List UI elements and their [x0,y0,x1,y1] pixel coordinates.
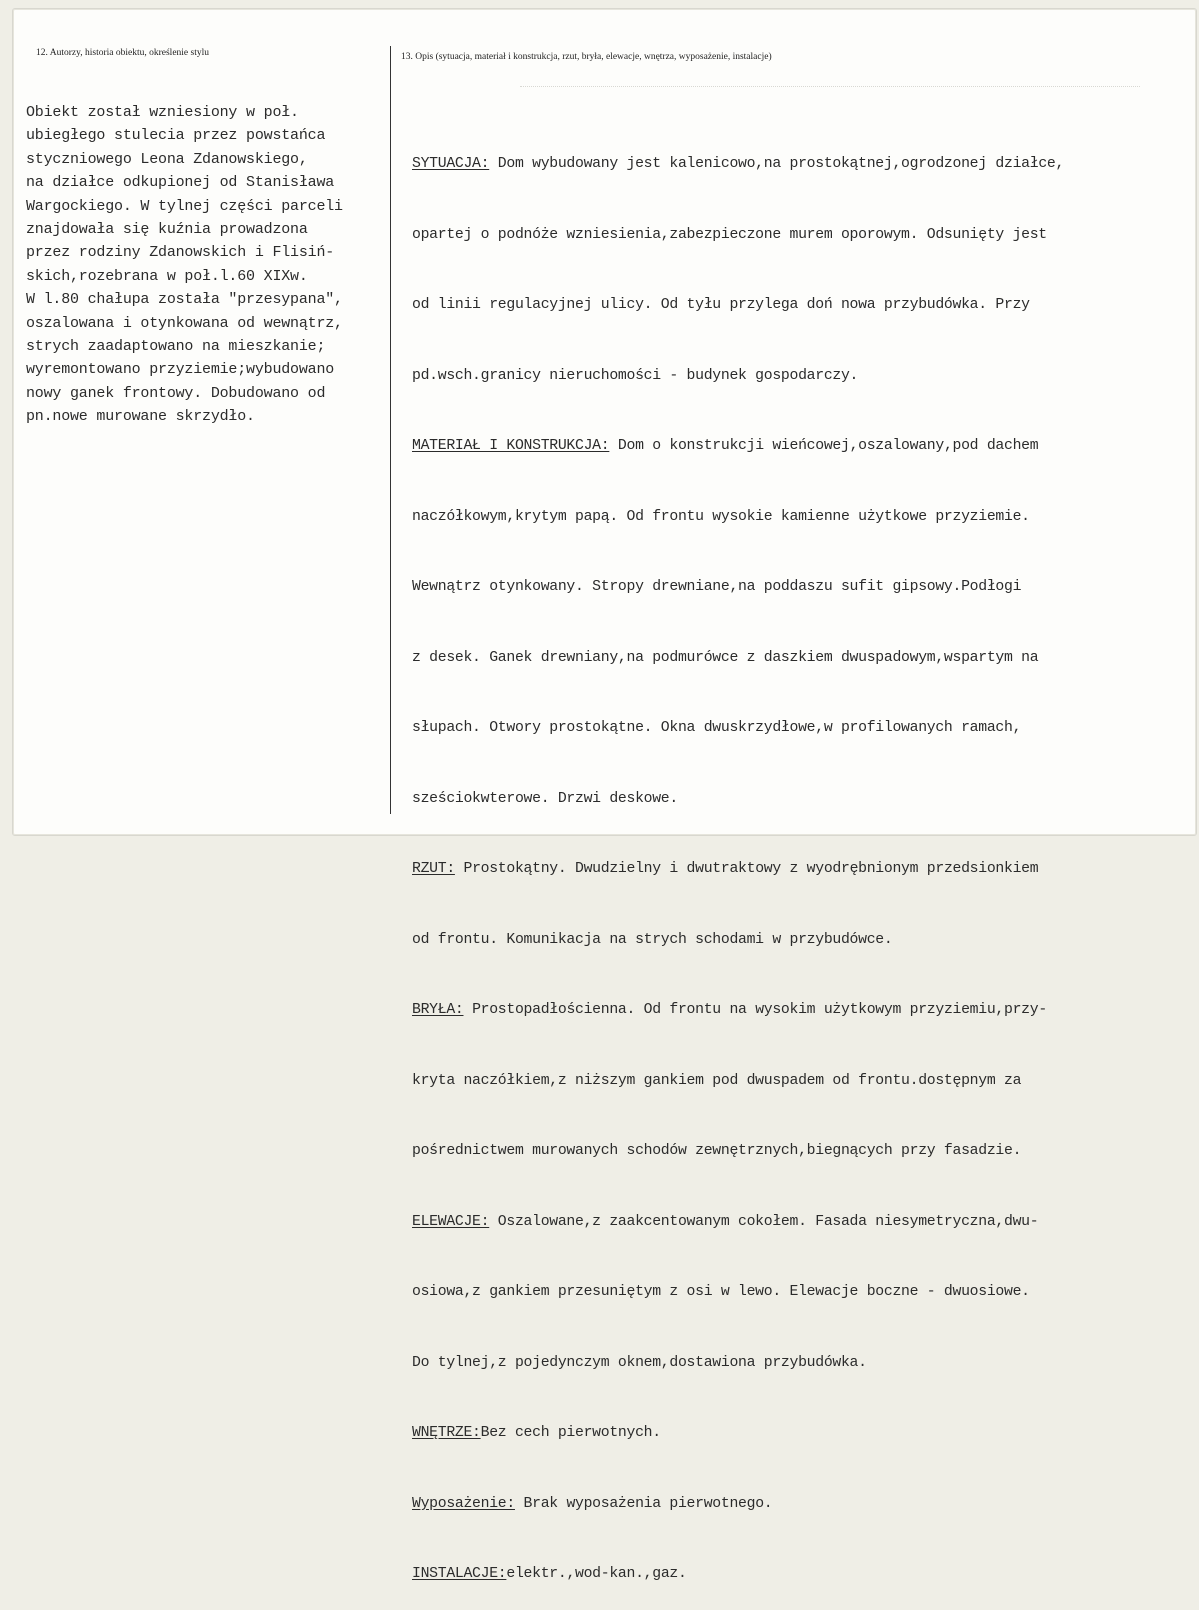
line-elewacje-3: Do tylnej,z pojedynczym oknem,dostawiona przybudówka. [412,1354,867,1371]
history-line: nowy ganek frontowy. Dobudowano od [26,384,326,402]
line-wyposazenie: Wyposażenie: Brak wyposażenia pierwotnego. [412,1495,773,1512]
history-line: pn.nowe murowane skrzydło. [26,408,255,426]
label-instalacje: INSTALACJE: [412,1566,507,1582]
history-line: wyremontowano przyziemie;wybudowano [26,361,335,379]
history-line: oszalowana i otynkowana od wewnątrz, [26,314,343,332]
line-bryla-3: pośrednictwem murowanych schodów zewnętrznych,biegnących przy fasadzie. [412,1143,1022,1159]
label-rzut: RZUT: [412,861,455,877]
history-line: Obiekt został wzniesiony w poł. [26,104,299,121]
line-elewacje-2: osiowa,z gankiem przesuniętym z osi w lewo. Elewacje boczne - dwuosiowe. [412,1284,1030,1300]
label-wnetrze: WNĘTRZE: [412,1425,481,1441]
label-bryla: BRYŁA: [412,1002,464,1018]
label-material: MATERIAŁ I KONSTRUKCJA: [412,438,610,454]
history-line: strych zaadaptowano na mieszkanie; [26,338,326,356]
line-instalacje: INSTALACJE:elektr.,wod-kan.,gaz. [412,1566,687,1582]
section-12-header: 12. Autorzy, historia obiektu, określenie stylu [36,48,209,58]
line-elewacje-1: ELEWACJE: Oszalowane,z zaakcentowanym cokołem. Fasada niesymetryczna,dwu- [412,1213,1039,1230]
line-sytuacja-4: pd.wsch.granicy nieruchomości - budynek gospodarczy. [412,367,859,384]
history-line: na działce odkupionej od Stanisława [26,174,335,192]
history-line: przez rodziny Zdanowskich i Flisiń- [26,244,335,262]
line-sytuacja-1: SYTUACJA: Dom wybudowany jest kalenicowo,na prostokątnej,ogrodzonej działce, [412,156,1065,172]
history-line: styczniowego Leona Zdanowskiego, [26,150,308,168]
line-rzut-2: od frontu. Komunikacja na strych schodami w przybudówce. [412,931,893,948]
history-line: znajdowała się kuźnia prowadzona [26,221,308,239]
section-13-header: 13. Opis (sytuacja, materiał i konstrukcja, rzut, bryła, elewacje, wnętrza, wyposażenie, instalacje) [401,52,772,62]
line-wnetrze: WNĘTRZE:Bez cech pierwotnych. [412,1425,661,1441]
line-rzut-1: RZUT: Prostokątny. Dwudzielny i dwutraktowy z wyodrębnionym przedsionkiem [412,861,1039,877]
description-text [412,106,1192,1610]
line-material-4: z desek. Ganek drewniany,na podmurówce z daszkiem dwuspadowym,wspartym na [412,649,1039,666]
history-line: Wargockiego. W tylnej części parceli [26,197,343,215]
column-divider [390,46,391,814]
history-line: W l.80 chałupa została "przesypana", [26,291,343,309]
line-material-3: Wewnątrz otynkowany. Stropy drewniane,na poddaszu sufit gipsowy.Podłogi [412,579,1022,595]
label-sytuacja: SYTUACJA: [412,156,490,172]
label-elewacje: ELEWACJE: [412,1213,490,1230]
label-wyposazenie: Wyposażenie: [412,1495,515,1512]
line-bryla-1: BRYŁA: Prostopadłościenna. Od frontu na wysokim użytkowym przyziemiu,przy- [412,1002,1047,1018]
history-line: skich,rozebrana w poł.l.60 XIXw. [26,267,308,285]
line-material-5: słupach. Otwory prostokątne. Okna dwuskrzydłowe,w profilowanych ramach, [412,720,1022,736]
line-sytuacja-3: od linii regulacyjnej ulicy. Od tyłu przylega doń nowa przybudówka. Przy [412,297,1030,313]
line-bryla-2: kryta naczółkiem,z niższym gankiem pod dwuspadem od frontu.dostępnym za [412,1072,1022,1089]
faint-typing-trace [520,86,1140,91]
history-line: ubiegłego stulecia przez powstańca [26,127,326,145]
line-sytuacja-2: opartej o podnóże wzniesienia,zabezpieczone murem oporowym. Odsunięty jest [412,226,1047,243]
history-text [26,101,388,429]
line-material-1: MATERIAŁ I KONSTRUKCJA: Dom o konstrukcji wieńcowej,oszalowany,pod dachem [412,438,1039,454]
line-material-6: sześciokwterowe. Drzwi deskowe. [412,790,678,807]
line-material-2: naczółkowym,krytym papą. Od frontu wysokie kamienne użytkowe przyziemie. [412,508,1030,525]
